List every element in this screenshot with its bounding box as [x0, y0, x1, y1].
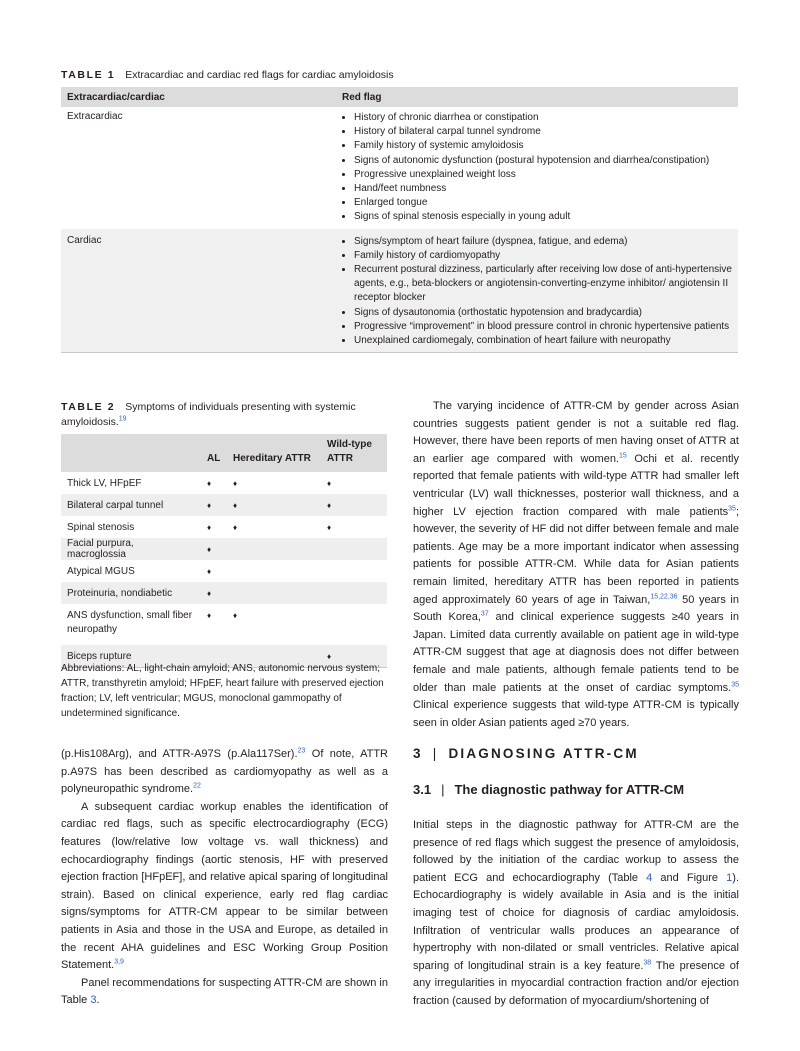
- table1: [61, 87, 738, 353]
- wt-marker: ♦: [321, 472, 387, 494]
- symptom-cell: Spinal stenosis: [61, 516, 201, 538]
- table2-title: Symptoms of individuals presenting with systemic amyloidosis.: [61, 401, 356, 428]
- list-item: • History of bilateral carpal tunnel syndrome: [354, 125, 732, 139]
- table-row: [61, 107, 738, 229]
- al-marker: ♦: [201, 560, 227, 582]
- body-paragraph-cardiac-workup: A subsequent cardiac workup enables the identification of cardiac red flags, such as specific electrocardiography (ECG) features (low/relative low voltage vs. wall thickness) and echocardiography findings (aortic stenosis, HF with preserved ejection fraction [HFpEF], and relative apical sparing of longitudinal strain). Based on clinical experience, early red flag cardiac signs/symptoms for ATTR-CM appear to be similar between patients in Asia and those in the USA and Europe, as detailed in the recent AHA guidelines and ESC Working Group Position Statement.$^{3,9}$: [61, 800, 388, 972]
- list-item: • Unexplained cardiomegaly, combination of heart failure with neuropathy: [354, 334, 732, 348]
- red-flag-list: [342, 111, 732, 225]
- citation-link[interactable]: 15: [619, 452, 627, 460]
- subsection-heading: [413, 782, 684, 797]
- table2-header-symptom: [61, 434, 201, 472]
- body-paragraph-panel: Panel recommendations for suspecting ATTR-CM are shown in Table 3.: [61, 976, 388, 1007]
- hattr-marker: [227, 538, 321, 560]
- list-item: • Signs of spinal stenosis especially in young adult: [354, 210, 732, 224]
- table-link[interactable]: 4: [646, 871, 653, 884]
- list-item: • Recurrent postural dizziness, particularly after receiving low dose of anti-hypertensive agents, e.g., beta-blockers or angiotensin-converting-enzyme inhibitor/ angiotensin II receptor blocker: [354, 263, 732, 306]
- symptom-cell: Thick LV, HFpEF: [61, 472, 201, 494]
- table-row: [61, 472, 387, 494]
- body-left-column: [61, 746, 388, 1010]
- wt-marker: ♦: [321, 494, 387, 516]
- list-item: • Family history of systemic amyloidosis: [354, 139, 732, 153]
- table-row: [61, 560, 387, 582]
- wt-marker: [321, 560, 387, 582]
- citation-link[interactable]: 35: [728, 504, 736, 512]
- citation-link[interactable]: 19: [118, 415, 127, 423]
- table2-header-hattr: Hereditary ATTR: [227, 434, 321, 472]
- table1-header-row: [61, 87, 738, 107]
- table-row: [61, 516, 387, 538]
- citation-link[interactable]: 23: [297, 747, 306, 755]
- list-item: • Progressive “improvement” in blood pressure control in chronic hypertensive patients: [354, 320, 732, 334]
- al-marker: ♦: [201, 494, 227, 516]
- body-paragraph-diagnostic-pathway: Initial steps in the diagnostic pathway for ATTR-CM are the presence of red flags which suggest the presence of amyloidosis, followed by the initiation of the cardiac workup to assess the patient ECG and echocardiography (Table 4 and Figure 1). Echocardiography is widely available in Asia and is the initial imaging test of choice for diagnosis of cardiac amyloidosis. Infiltration of ventricular walls produces an appearance of hypertrophy with non-dilated or small ventricles. Relative apical sparing of longitudinal strain is a key feature.$^{38}$ The presence of any irregularities in myocardial contraction fraction and/or ejection fraction (caused by deformation of myocardium/shortening of: [413, 819, 740, 1007]
- list-item: • Enlarged tongue: [354, 196, 732, 210]
- symptom-cell: ANS dysfunction, small fiber neuropathy: [61, 604, 201, 645]
- wt-marker: ♦: [321, 516, 387, 538]
- table2-header-row: [61, 434, 387, 472]
- red-flag-list: [342, 235, 732, 349]
- al-marker: ♦: [201, 604, 227, 645]
- table-row: [61, 538, 387, 560]
- al-marker: ♦: [201, 582, 227, 604]
- table1-category-cell: Extracardiac: [61, 107, 336, 229]
- table2-caption: [61, 400, 386, 430]
- hattr-marker: [227, 582, 321, 604]
- symptom-cell: Atypical MGUS: [61, 560, 201, 582]
- wt-marker: [321, 538, 387, 560]
- section-number: 3: [413, 746, 423, 761]
- section-title: DIAGNOSING ATTR-CM: [448, 746, 639, 761]
- wt-marker: [321, 604, 387, 645]
- table2-header-al: AL: [201, 434, 227, 472]
- section-heading: [413, 746, 639, 761]
- table1-header-redflag: Red flag: [336, 87, 738, 107]
- citation-link[interactable]: 3,9: [114, 958, 124, 966]
- table1-caption: [61, 68, 741, 82]
- table1-title: Extracardiac and cardiac red flags for cardiac amyloidosis: [125, 69, 394, 81]
- wt-marker: [321, 582, 387, 604]
- list-item: • History of chronic diarrhea or constipation: [354, 111, 732, 125]
- symptom-cell: Proteinuria, nondiabetic: [61, 582, 201, 604]
- citation-link[interactable]: 22: [193, 782, 201, 790]
- table-row: [61, 604, 387, 645]
- table2: [61, 434, 387, 668]
- hattr-marker: ♦: [227, 494, 321, 516]
- table-row: [61, 494, 387, 516]
- table-row: [61, 229, 738, 353]
- list-item: • Signs/symptom of heart failure (dyspnea, fatigue, and edema): [354, 235, 732, 249]
- al-marker: ♦: [201, 538, 227, 560]
- table1-flags-cell: [336, 229, 738, 353]
- table2-footnote: Abbreviations: AL, light-chain amyloid; ANS, autonomic nervous system; ATTR, transthyretin amyloid; HFpEF, heart failure with preserved ejection fraction; LV, left ventricular; MGUS, monoclonal gammopathy of undetermined significance.: [61, 663, 384, 719]
- al-marker: ♦: [201, 516, 227, 538]
- table1-label: TABLE 1: [61, 69, 116, 81]
- hattr-marker: [227, 560, 321, 582]
- list-item: • Hand/feet numbness: [354, 182, 732, 196]
- hattr-marker: ♦: [227, 516, 321, 538]
- al-marker: ♦: [201, 472, 227, 494]
- subsection-title: The diagnostic pathway for ATTR-CM: [454, 782, 685, 797]
- table-row: [61, 582, 387, 604]
- body-paragraph-variants: (p.His108Arg), and ATTR-A97S (p.Ala117Ser).$^{23}$ Of note, ATTR p.A97S has been described as cardiomyopathy as well as a polyneuropathic syndrome.$^{22}$: [61, 747, 388, 796]
- symptom-cell: Biceps rupture: [61, 645, 201, 668]
- citation-link[interactable]: 38: [643, 959, 652, 967]
- symptom-cell: Bilateral carpal tunnel: [61, 494, 201, 516]
- citation-link[interactable]: 37: [480, 610, 489, 618]
- wt-marker: ♦: [321, 645, 387, 668]
- heading-separator: |: [432, 746, 439, 761]
- subsection-number: 3.1: [413, 782, 432, 797]
- list-item: • Progressive unexplained weight loss: [354, 168, 732, 182]
- citation-link[interactable]: 35: [731, 680, 739, 688]
- table2-label: TABLE 2: [61, 401, 116, 413]
- list-item: • Family history of cardiomyopathy: [354, 249, 732, 263]
- list-item: • Signs of autonomic dysfunction (postural hypotension and diarrhea/constipation): [354, 154, 732, 168]
- list-item: • Signs of dysautonomia (orthostatic hypotension and bradycardia): [354, 306, 732, 320]
- heading-separator: |: [441, 782, 445, 797]
- table2-header-wt: Wild-type ATTR: [321, 434, 387, 472]
- table1-category-cell: Cardiac: [61, 229, 336, 353]
- citation-link[interactable]: 15,22,36: [650, 592, 678, 600]
- table1-flags-cell: [336, 107, 738, 229]
- table-link[interactable]: 3: [90, 994, 97, 1007]
- table1-header-category: Extracardiac/cardiac: [61, 87, 336, 107]
- figure-link[interactable]: 1: [726, 871, 733, 884]
- hattr-marker: ♦: [227, 604, 321, 645]
- symptom-cell: Facial purpura, macroglossia: [61, 538, 201, 560]
- hattr-marker: ♦: [227, 472, 321, 494]
- body-paragraph-gender-age: The varying incidence of ATTR-CM by gender across Asian countries suggests patient gender is not a suitable red flag. However, there have been reports of men having onset of ATTR at an earlier age compared with women.$^{15}$ Ochi et al. recently reported that female patients with wild-type ATTR had smaller left ventricular (LV) wall thicknesses, posterior wall thickness, and a higher LV ejection fraction compared with male patients$^{35}$; however, the severity of HF did not differ between female and male patients. Age may be a more important indicator when assessing patients for possible ATTR-CM. While data for Asian patients remain limited, hereditary ATTR has been reported in patients aged approximately 60 years of age in Taiwan,$^{15,22,36}$ 50 years in South Korea,$^{37}$ and clinical experience suggests ≥40 years in Japan. Limited data currently available on patient age in wild-type ATTR-CM suggest that age at diagnosis does not differ between female and male patients, although female patients tend to be older than male patients at the onset of cardiac symptoms.$^{35}$ Clinical experience suggests that wild-type ATTR-CM is typically seen in older Asian patients aged ≥70 years.: [413, 400, 739, 729]
